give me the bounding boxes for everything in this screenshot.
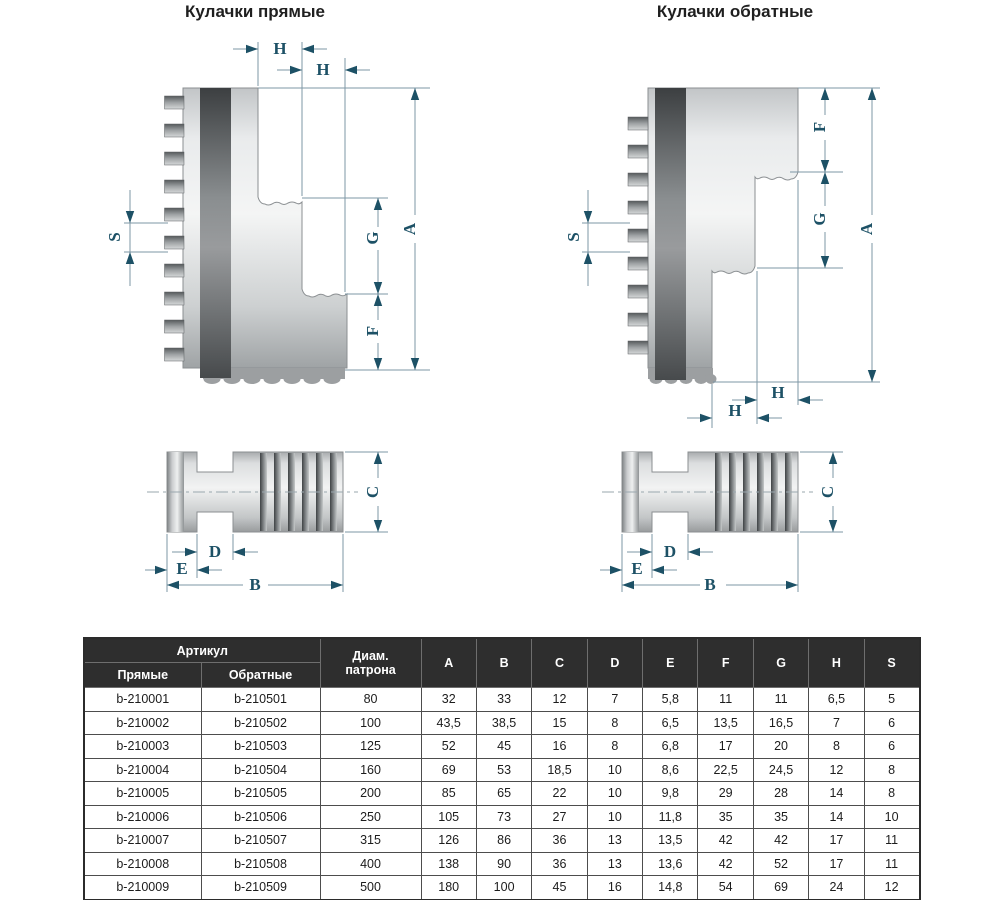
table-cell: 138 [421, 852, 476, 876]
table-cell: 15 [532, 711, 587, 735]
table-cell: 6 [864, 735, 919, 759]
dim-label-d: D [208, 542, 222, 561]
table-row [84, 782, 920, 806]
table-row [84, 852, 920, 876]
header-dim-a: A [421, 638, 476, 688]
table-cell: 16 [587, 876, 642, 900]
dim-label-b: B [704, 575, 716, 594]
table-cell: 125 [320, 735, 421, 759]
specs-table [83, 637, 921, 900]
table-cell: 52 [753, 852, 808, 876]
table-cell: 6 [864, 711, 919, 735]
table-cell: 22 [532, 782, 587, 806]
table-cell: 45 [532, 876, 587, 900]
table-cell: 12 [809, 758, 864, 782]
table-cell: 105 [421, 805, 476, 829]
header-dim-g: G [753, 638, 808, 688]
table-cell: 35 [698, 805, 753, 829]
table-cell: 13,6 [643, 852, 698, 876]
table-cell: 10 [587, 758, 642, 782]
header-dim-b: B [476, 638, 531, 688]
table-cell: b-210503 [201, 735, 320, 759]
title-straight-jaws: Кулачки прямые [185, 2, 325, 21]
table-cell: 5 [864, 688, 919, 712]
header-article-group: Артикул [84, 638, 320, 663]
header-dim-f: F [698, 638, 753, 688]
table-cell: 24,5 [753, 758, 808, 782]
table-cell: b-210008 [84, 852, 201, 876]
specs-table-header [84, 638, 920, 688]
table-cell: b-210501 [201, 688, 320, 712]
dim-label-d: D [663, 542, 677, 561]
dim-label-s: S [564, 232, 583, 242]
table-cell: 14,8 [643, 876, 698, 900]
table-cell: 16,5 [753, 711, 808, 735]
table-cell: b-210003 [84, 735, 201, 759]
straight-jaw-drawing [105, 39, 430, 594]
header-dim-s: S [864, 638, 919, 688]
table-cell: 53 [476, 758, 531, 782]
header-straight: Прямые [84, 663, 201, 688]
dim-label-c: C [818, 485, 837, 499]
dim-label-h1: H [771, 383, 785, 402]
straight-jaw-side-view [165, 88, 348, 384]
dim-label-h2: H [316, 60, 330, 79]
table-cell: 42 [698, 852, 753, 876]
table-cell: 8 [587, 711, 642, 735]
table-cell: 13,5 [643, 829, 698, 853]
table-cell: 24 [809, 876, 864, 900]
reverse-jaw-side-view [628, 88, 798, 384]
table-cell: 12 [864, 876, 919, 900]
table-cell: 45 [476, 735, 531, 759]
table-cell: 18,5 [532, 758, 587, 782]
table-row [84, 876, 920, 900]
table-cell: 8 [809, 735, 864, 759]
table-cell: 22,5 [698, 758, 753, 782]
table-cell: 13 [587, 829, 642, 853]
table-cell: 11 [864, 829, 919, 853]
table-cell: 54 [698, 876, 753, 900]
dim-label-b: B [249, 575, 261, 594]
guide-slot-band [655, 88, 686, 380]
table-cell: 17 [809, 829, 864, 853]
table-cell: 14 [809, 805, 864, 829]
dim-label-g: G [810, 212, 829, 226]
table-cell: 11 [698, 688, 753, 712]
table-cell: 12 [532, 688, 587, 712]
dim-label-e: E [631, 559, 643, 578]
reverse-jaw-drawing [564, 88, 880, 594]
table-cell: 17 [809, 852, 864, 876]
table-cell: 126 [421, 829, 476, 853]
header-dim-e: E [643, 638, 698, 688]
table-cell: b-210502 [201, 711, 320, 735]
table-cell: 315 [320, 829, 421, 853]
table-cell: 80 [320, 688, 421, 712]
table-cell: 9,8 [643, 782, 698, 806]
table-cell: b-210004 [84, 758, 201, 782]
table-cell: b-210005 [84, 782, 201, 806]
table-cell: 17 [698, 735, 753, 759]
table-cell: 10 [864, 805, 919, 829]
table-cell: b-210002 [84, 711, 201, 735]
header-diameter: Диам. патрона [320, 638, 421, 688]
dim-label-f: F [810, 121, 829, 133]
table-cell: b-210504 [201, 758, 320, 782]
table-cell: 7 [809, 711, 864, 735]
table-cell: 6,5 [809, 688, 864, 712]
table-cell: 43,5 [421, 711, 476, 735]
table-cell: 8 [587, 735, 642, 759]
table-cell: 180 [421, 876, 476, 900]
table-cell: 13 [587, 852, 642, 876]
table-cell: b-210001 [84, 688, 201, 712]
table-cell: b-210508 [201, 852, 320, 876]
table-cell: 5,8 [643, 688, 698, 712]
table-cell: 500 [320, 876, 421, 900]
table-cell: 42 [753, 829, 808, 853]
table-cell: b-210509 [201, 876, 320, 900]
header-dim-c: C [532, 638, 587, 688]
dim-label-c: C [363, 485, 382, 499]
header-dim-d: D [587, 638, 642, 688]
table-cell: 11 [753, 688, 808, 712]
table-cell: 90 [476, 852, 531, 876]
specs-table-body [84, 688, 920, 900]
table-cell: 250 [320, 805, 421, 829]
table-cell: 69 [421, 758, 476, 782]
rack-teeth [628, 117, 648, 354]
table-cell: 11,8 [643, 805, 698, 829]
table-cell: 69 [753, 876, 808, 900]
table-cell: 100 [320, 711, 421, 735]
table-cell: 33 [476, 688, 531, 712]
table-cell: 160 [320, 758, 421, 782]
table-cell: 8 [864, 758, 919, 782]
table-row [84, 829, 920, 853]
table-cell: 8,6 [643, 758, 698, 782]
table-cell: 11 [864, 852, 919, 876]
table-cell: 6,5 [643, 711, 698, 735]
table-cell: 7 [587, 688, 642, 712]
table-cell: b-210507 [201, 829, 320, 853]
table-cell: 42 [698, 829, 753, 853]
dim-label-e: E [176, 559, 188, 578]
table-cell: 65 [476, 782, 531, 806]
header-dim-h: H [809, 638, 864, 688]
table-cell: 100 [476, 876, 531, 900]
table-cell: b-210007 [84, 829, 201, 853]
straight-jaw-plan-view [147, 452, 358, 532]
table-row [84, 805, 920, 829]
table-cell: b-210506 [201, 805, 320, 829]
table-cell: 28 [753, 782, 808, 806]
header-reverse: Обратные [201, 663, 320, 688]
table-cell: 10 [587, 782, 642, 806]
table-cell: b-210009 [84, 876, 201, 900]
table-cell: 16 [532, 735, 587, 759]
dim-label-a: A [400, 222, 419, 236]
table-cell: 14 [809, 782, 864, 806]
table-cell: 8 [864, 782, 919, 806]
table-cell: 32 [421, 688, 476, 712]
table-cell: 27 [532, 805, 587, 829]
table-cell: 35 [753, 805, 808, 829]
guide-slot-band [200, 88, 231, 378]
title-reverse-jaws: Кулачки обратные [656, 2, 814, 21]
table-cell: 86 [476, 829, 531, 853]
table-cell: 13,5 [698, 711, 753, 735]
table-cell: 400 [320, 852, 421, 876]
table-cell: 200 [320, 782, 421, 806]
table-cell: b-210006 [84, 805, 201, 829]
table-row [84, 688, 920, 712]
rack-teeth [165, 96, 185, 361]
dim-label-g: G [363, 231, 382, 245]
table-cell: b-210505 [201, 782, 320, 806]
table-row [84, 758, 920, 782]
table-cell: 36 [532, 829, 587, 853]
table-row [84, 711, 920, 735]
dim-label-f: F [363, 325, 382, 337]
dim-label-h2: H [728, 401, 742, 420]
table-row [84, 735, 920, 759]
table-cell: 52 [421, 735, 476, 759]
dim-label-a: A [857, 222, 876, 236]
table-cell: 10 [587, 805, 642, 829]
table-cell: 36 [532, 852, 587, 876]
table-cell: 73 [476, 805, 531, 829]
table-cell: 85 [421, 782, 476, 806]
table-cell: 20 [753, 735, 808, 759]
table-cell: 6,8 [643, 735, 698, 759]
reverse-jaw-plan-view [602, 452, 813, 532]
dim-label-h1: H [273, 39, 287, 58]
dim-label-s: S [105, 232, 124, 242]
table-cell: 29 [698, 782, 753, 806]
table-cell: 38,5 [476, 711, 531, 735]
